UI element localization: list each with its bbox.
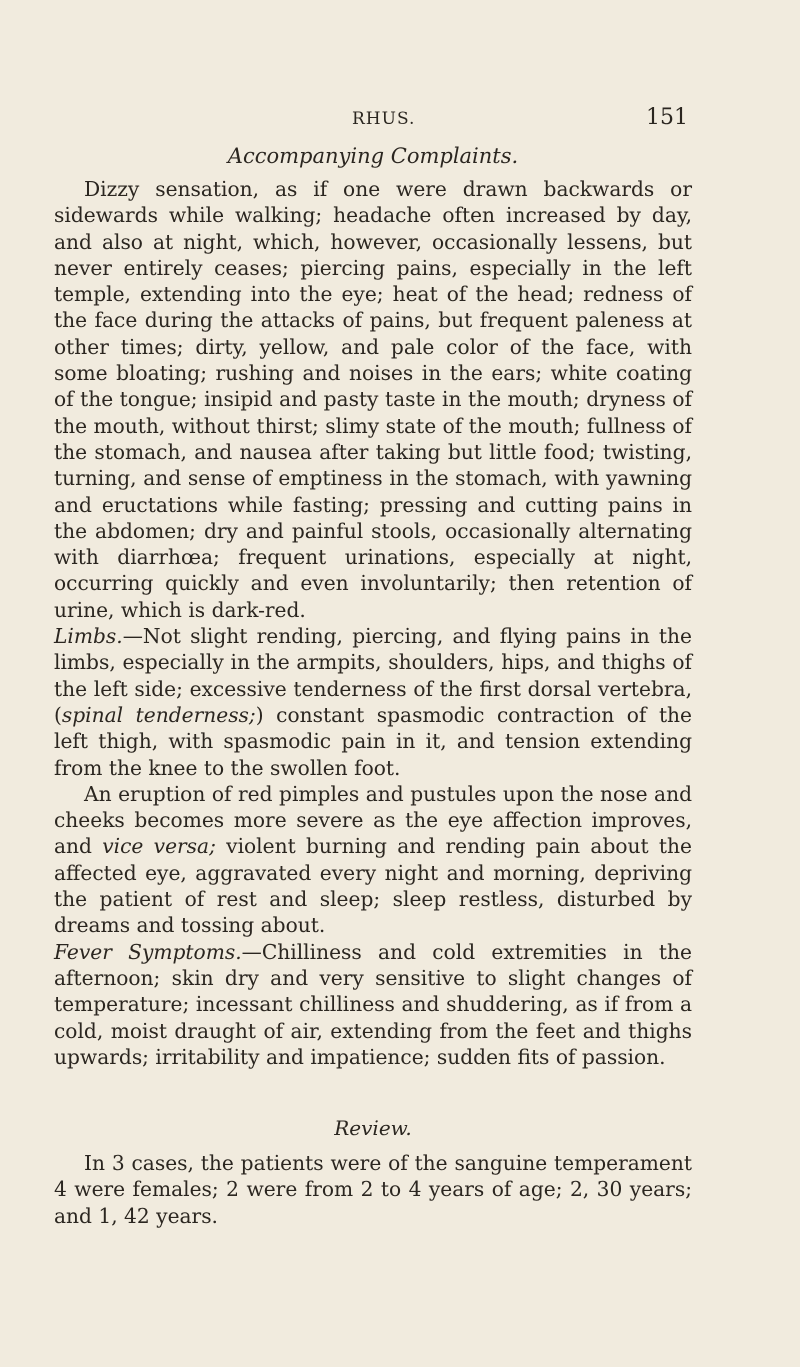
paragraph-eruption <box>54 781 692 939</box>
fever-text: —Chilliness and cold extremities in the afternoon; skin dry and very sensitive to slight changes of temperature; incessant chilliness and shuddering, as if from a cold, moist draught of air, extending from the feet and thighs upwards; irritability and impatience; sudden fits of passion. <box>54 939 692 1069</box>
eruption-text-b: violent burning and rending pain about the affected eye, aggravated every night and morning, depriving the patient of rest and sleep; sleep restless, disturbed by dreams and tossing about. <box>54 834 692 938</box>
limbs-italic: spinal tenderness; <box>61 702 256 727</box>
paragraph-symptoms: Dizzy sensation, as if one were drawn backwards or sidewards while walking; headache often increased by day, and also at night, which, however, occasionally lessens, but never entirely ceases; piercing pains, especially in the left temple, extending into the eye; heat of the head; redness of the face during the attacks of pains, but frequent paleness at other times; dirty, yellow, and pale color of the face, with some bloating; rushing and noises in the ears; white coating of the tongue; insipid and pasty taste in the mouth; dryness of the mouth, without thirst; slimy state of the mouth; fullness of the stomach, and nausea after taking but little food; twisting, turning, and sense of emptiness in the stomach, with yawning and eructations while fasting; pressing and cutting pains in the abdomen; dry and painful stools, occasionally alternating with diarrhœa; frequent urinations, especially at night, occurring quickly and even involuntarily; then retention of urine, which is dark-red. <box>54 177 692 622</box>
paragraph-fever <box>54 939 692 1070</box>
book-page <box>54 105 692 1229</box>
limbs-text-b: ) constant spasmodic contraction of the left thigh, with spasmodic pain in it, and tension extending from the knee to the swollen foot. <box>54 702 692 780</box>
eruption-italic: vice versa; <box>102 834 216 859</box>
section-heading-accompanying-complaints: Accompanying Complaints. <box>227 144 519 168</box>
paragraph-limbs <box>54 623 692 781</box>
running-head <box>54 105 692 141</box>
paragraph-review: In 3 cases, the patients were of the sanguine temperament 4 were females; 2 were from 2 to 4 years of age; 2, 30 years; and 1, 42 years. <box>54 1151 692 1228</box>
section-heading-review: Review. <box>334 1116 412 1141</box>
page-number: 151 <box>646 105 688 130</box>
limbs-text-a: —Not slight rending, piercing, and flying pains in the limbs, especially in the armpits, shoulders, hips, and thighs of the left side; excessive tenderness of the first dorsal vertebra, ( <box>54 624 692 727</box>
running-title: RHUS. <box>352 109 416 129</box>
eruption-text-a: An eruption of red pimples and pustules upon the nose and cheeks becomes more severe as the eye affection improves, and <box>54 781 692 859</box>
limbs-label: Limbs. <box>54 624 123 649</box>
fever-label: Fever Symptoms. <box>54 939 242 964</box>
